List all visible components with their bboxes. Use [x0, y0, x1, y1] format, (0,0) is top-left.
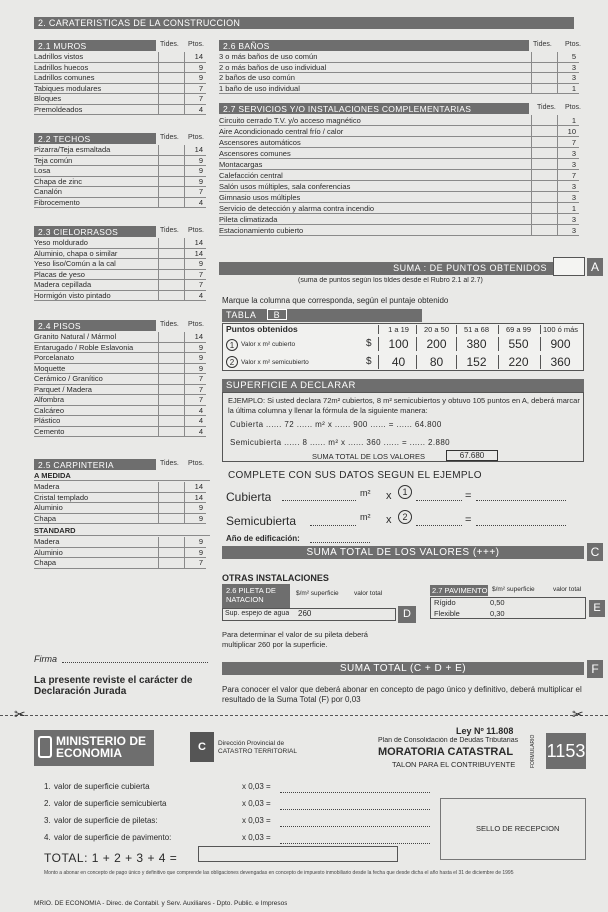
list-item-label: Alfombra — [34, 395, 158, 406]
muros-header: 2.1 MUROS — [34, 40, 156, 51]
tilde-checkbox[interactable] — [158, 291, 184, 302]
pileta-note: Para determinar el valor de su pileta deberá multiplicar 260 por la superficie. — [222, 630, 368, 649]
semicubierta-m2-input[interactable] — [310, 525, 356, 526]
semicubierta-eq: = — [465, 514, 472, 526]
list-item-label: Madera — [34, 537, 158, 548]
list-item-points: 7 — [184, 395, 206, 406]
list-item-points: 7 — [184, 84, 206, 95]
tabla-r2-value[interactable]: 220 — [498, 355, 538, 369]
tabla-r1-num: 1 — [226, 339, 238, 351]
form-number: 1153 — [546, 733, 586, 769]
list-item-label: 2 baños de uso común — [219, 73, 531, 84]
tilde-checkbox[interactable] — [158, 364, 184, 375]
pavimento-letter-e: E — [589, 600, 605, 617]
tilde-checkbox[interactable] — [531, 63, 557, 74]
list-item-points: 4 — [184, 291, 206, 302]
pisos-header: 2.4 PISOS — [34, 320, 156, 331]
tilde-checkbox[interactable] — [158, 270, 184, 281]
pileta-header: 2.6 PILETA DE NATACION — [222, 584, 290, 608]
firma-label: Firma — [34, 654, 57, 664]
tabla-label: TABLA — [226, 310, 256, 320]
tilde-checkbox[interactable] — [158, 343, 184, 354]
tilde-checkbox[interactable] — [158, 280, 184, 291]
talon-label: TALON PARA EL CONTRIBUYENTE — [392, 760, 516, 769]
ejemplo-text: EJEMPLO: Si usted declara 72m² cubiertos, 8 m² semicubiertos y obtuvo 105 puntos en A, deberá marcar la última columna y llenar la fórmula de la siguiente manera: — [228, 396, 580, 415]
tabla-col-header: 100 ó más — [540, 325, 580, 334]
ejemplo-total: 67.680 — [446, 450, 498, 461]
tabla-r2-label: Valor x m² semicubierto — [241, 359, 309, 366]
list-item-points: 5 — [557, 52, 579, 63]
sello-box — [440, 798, 586, 860]
list-item-points: 9 — [184, 514, 206, 525]
tilde-checkbox[interactable] — [158, 259, 184, 270]
tilde-checkbox[interactable] — [158, 548, 184, 559]
cubierta-circle: 1 — [398, 485, 412, 499]
tilde-checkbox[interactable] — [158, 353, 184, 364]
pisos-tides-label: Tides. — [160, 321, 179, 328]
talon-line-label: valor de superficie de pavimento: — [54, 833, 172, 842]
list-item-points: 3 — [557, 225, 579, 236]
list-item-points: 14 — [184, 493, 206, 504]
list-item-label: Chapa — [34, 558, 158, 569]
pavimento-flexible: Flexible — [434, 609, 460, 618]
tabla-r1-dollar: $ — [366, 338, 372, 349]
list-item-points: 7 — [184, 558, 206, 569]
pavimento-rigido-value: 0,50 — [490, 598, 505, 607]
list-item-label: 3 o más baños de uso común — [219, 52, 531, 63]
servicios-header: 2.7 SERVICIOS Y/O INSTALACIONES COMPLEMENTARIAS — [219, 103, 529, 114]
ministerio-logo: MINISTERIO DE ECONOMIA — [34, 730, 154, 766]
suma-puntos-note: (suma de puntos según los tildes desde el Rubro 2.1 al 2.7) — [298, 277, 483, 284]
suma-total-bar: SUMA TOTAL (C + D + E) — [222, 662, 584, 675]
list-item-points: 3 — [557, 159, 579, 170]
list-item-points: 7 — [184, 280, 206, 291]
ley-label: Ley Nº 11.808 — [456, 726, 514, 736]
firma-input[interactable] — [62, 662, 208, 663]
suma-puntos-letter: A — [587, 258, 603, 276]
pavimento-col-vt: valor total — [553, 586, 582, 593]
tilde-checkbox[interactable] — [158, 332, 184, 343]
tilde-checkbox[interactable] — [531, 148, 557, 159]
list-item-points: 9 — [184, 177, 206, 188]
talon-line-factor: x 0,03 = — [242, 833, 271, 842]
tilde-checkbox[interactable] — [158, 94, 184, 105]
cubierta-resultado-input[interactable] — [476, 500, 566, 501]
list-item-label: Entarugado / Roble Eslavonia — [34, 343, 158, 354]
techos-ptos-label: Ptos. — [188, 134, 204, 141]
list-item-label: Ascensores automáticos — [219, 137, 531, 148]
tilde-checkbox[interactable] — [531, 115, 557, 126]
list-item-points: 7 — [184, 385, 206, 396]
pisos-ptos-label: Ptos. — [188, 321, 204, 328]
semicubierta-x: x — [386, 514, 392, 526]
list-item-label: Madera — [34, 482, 158, 493]
dpct-icon: C — [190, 732, 214, 762]
list-item-points: 4 — [184, 406, 206, 417]
tilde-checkbox[interactable] — [158, 482, 184, 493]
tilde-checkbox[interactable] — [158, 105, 184, 116]
list-item-label: Fibrocemento — [34, 198, 158, 209]
list-item-points: 9 — [184, 364, 206, 375]
list-item-label: Circuito cerrado T.V. y/o acceso magnético — [219, 115, 531, 126]
tabla-r2-value[interactable]: 80 — [416, 355, 456, 369]
pavimento-rigido: Rígido — [434, 598, 456, 607]
anio-label: Año de edificación: — [226, 534, 300, 543]
list-item-points: 1 — [557, 203, 579, 214]
list-item-points: 4 — [184, 105, 206, 116]
tilde-checkbox[interactable] — [158, 503, 184, 514]
tilde-checkbox[interactable] — [158, 558, 184, 569]
scissors-icon-right: ✂ — [572, 706, 584, 722]
tabla-r1-value[interactable]: 900 — [540, 337, 580, 351]
list-item-label: Estacionamiento cubierto — [219, 225, 531, 236]
tilde-checkbox[interactable] — [158, 63, 184, 74]
dpct-label: Dirección Provincial de CATASTRO TERRITORIAL — [218, 740, 297, 755]
superficie-header: SUPERFICIE A DECLARAR — [222, 379, 584, 392]
list-item-points: 14 — [184, 145, 206, 156]
list-item-label: Aluminio, chapa o similar — [34, 249, 158, 260]
list-item-points: 7 — [184, 187, 206, 198]
list-item-points: 7 — [184, 270, 206, 281]
semicubierta-circle: 2 — [398, 510, 412, 524]
total-input[interactable] — [198, 846, 398, 862]
list-item-label: 1 baño de uso individual — [219, 84, 531, 95]
list-item-points: 9 — [184, 259, 206, 270]
tilde-checkbox[interactable] — [158, 385, 184, 396]
list-item-label: Bloques — [34, 94, 158, 105]
pileta-letter-d: D — [398, 606, 416, 623]
list-item-points: 3 — [557, 214, 579, 225]
list-item-label: Gimnasio usos múltiples — [219, 192, 531, 203]
list-item-label: Pizarra/Teja esmaltada — [34, 145, 158, 156]
tilde-checkbox[interactable] — [158, 145, 184, 156]
list-item-points: 14 — [184, 238, 206, 249]
tilde-checkbox[interactable] — [158, 427, 184, 438]
tilde-checkbox[interactable] — [158, 187, 184, 198]
list-item-label: Placas de yeso — [34, 270, 158, 281]
carpinteria-sub-medida: A MEDIDA — [34, 471, 210, 481]
tabla-r2-num: 2 — [226, 356, 238, 368]
list-item-label: Aire Acondicionado central frío / calor — [219, 126, 531, 137]
carpinteria-header: 2.5 CARPINTERIA — [34, 459, 156, 470]
list-item-label: Ladrillos comunes — [34, 73, 158, 84]
tabla-r2-value[interactable]: 152 — [456, 355, 496, 369]
plan-label: Plan de Consolidación de Deudas Tributarias — [378, 737, 519, 744]
total-line-label: TOTAL: 1 + 2 + 3 + 4 = — [44, 851, 178, 865]
pavimento-header: 2.7 PAVIMENTO — [432, 586, 488, 595]
list-item-label: Ascensores comunes — [219, 148, 531, 159]
tilde-checkbox[interactable] — [531, 159, 557, 170]
abonar-note: Para conocer el valor que deberá abonar en concepto de pago único y definitivo, deberá multiplicar el resultado de la Suma Total (F) por 0,03 — [222, 685, 582, 704]
list-item-label: Cemento — [34, 427, 158, 438]
banos-header: 2.6 BAÑOS — [219, 40, 529, 51]
pileta-sup-label: Sup. espejo de agua — [225, 610, 290, 617]
section-title: 2. CARATERISTICAS DE LA CONSTRUCCION — [34, 17, 574, 29]
list-item-points: 9 — [184, 503, 206, 514]
tabla-col0: Puntos obtenidos — [226, 324, 298, 334]
list-item-points: 9 — [184, 73, 206, 84]
tilde-checkbox[interactable] — [158, 416, 184, 427]
talon-line-number: 4. — [44, 833, 51, 842]
tilde-checkbox[interactable] — [158, 238, 184, 249]
muros-ptos-label: Ptos. — [188, 41, 204, 48]
list-item-points: 9 — [184, 343, 206, 354]
list-item-points: 7 — [184, 94, 206, 105]
cubierta-m2-input[interactable] — [282, 500, 356, 501]
tilde-checkbox[interactable] — [158, 156, 184, 167]
servicios-tides-label: Tides. — [537, 104, 556, 111]
banos-ptos-label: Ptos. — [565, 41, 581, 48]
talon-line-label: valor de superficie de piletas: — [54, 816, 158, 825]
banos-tides-label: Tides. — [533, 41, 552, 48]
list-item-label: Hormigón visto pintado — [34, 291, 158, 302]
pavimento-col-sm: $/m² superficie — [492, 586, 535, 593]
talon-line-input[interactable] — [280, 843, 430, 844]
list-item-label: 2 o más baños de uso individual — [219, 63, 531, 74]
pavimento-flexible-value: 0,30 — [490, 609, 505, 618]
cubierta-x: x — [386, 490, 392, 502]
talon-line-label: valor de superficie semicubierta — [54, 799, 167, 808]
tilde-checkbox[interactable] — [531, 52, 557, 63]
talon-line-input[interactable] — [280, 826, 430, 827]
footer: MRIO. DE ECONOMIA - Direc. de Contabil. y Serv. Auxiliares - Dpto. Public. e Impresos — [34, 900, 288, 907]
techos-tides-label: Tides. — [160, 134, 179, 141]
list-item-label: Cristal templado — [34, 493, 158, 504]
tilde-checkbox[interactable] — [158, 406, 184, 417]
cielorrasos-tides-label: Tides. — [160, 227, 179, 234]
cubierta-m2-unit: m² — [360, 488, 371, 498]
tabla-r1-value[interactable]: 100 — [378, 337, 418, 351]
otras-title: OTRAS INSTALACIONES — [222, 573, 329, 583]
declaracion-jurada: La presente reviste el carácter de Declaración Jurada — [34, 675, 193, 697]
suma-valores-letter: C — [587, 543, 603, 561]
cut-line — [0, 715, 608, 716]
moratoria-label: MORATORIA CATASTRAL — [378, 746, 514, 758]
tabla-col-header: 69 a 99 — [498, 325, 538, 334]
list-item-points: 1 — [557, 115, 579, 126]
sello-label: SELLO DE RECEPCION — [476, 824, 560, 833]
pileta-col-sm: $/m² superficie — [296, 590, 339, 597]
ejemplo-cubierta: Cubierta ...... 72 ...... m² x ...... 900 ...... = ...... 64.800 — [230, 420, 442, 429]
list-item-label: Yeso moldurado — [34, 238, 158, 249]
list-item-label: Cerámico / Granítico — [34, 374, 158, 385]
list-item-points: 4 — [184, 416, 206, 427]
list-item-points: 9 — [184, 166, 206, 177]
list-item-points: 14 — [184, 482, 206, 493]
tilde-checkbox[interactable] — [158, 493, 184, 504]
tilde-checkbox[interactable] — [158, 73, 184, 84]
talon-line-label: valor de superficie cubierta — [54, 782, 150, 791]
talon-line-input[interactable] — [280, 809, 430, 810]
tabla-bar — [222, 309, 422, 322]
shield-icon — [38, 736, 52, 758]
list-item-points: 3 — [557, 148, 579, 159]
tilde-checkbox[interactable] — [158, 166, 184, 177]
list-item-label: Ladrillos huecos — [34, 63, 158, 74]
list-item-points: 4 — [184, 198, 206, 209]
tabla-col-header: 51 a 68 — [456, 325, 496, 334]
tabla-r1-value[interactable]: 550 — [498, 337, 538, 351]
tabla-r2-dollar: $ — [366, 356, 372, 367]
tilde-checkbox[interactable] — [158, 537, 184, 548]
cubierta-eq: = — [465, 490, 472, 502]
tabla-r1-label: Valor x m² cubierto — [241, 341, 296, 348]
list-item-label: Aluminio — [34, 548, 158, 559]
list-item-label: Losa — [34, 166, 158, 177]
list-item-label: Ladrillos vistos — [34, 52, 158, 63]
tilde-checkbox[interactable] — [158, 177, 184, 188]
list-item-label: Yeso liso/Común a la cal — [34, 259, 158, 270]
list-item-label: Aluminio — [34, 503, 158, 514]
tabla-col-header: 1 a 19 — [378, 325, 418, 334]
suma-valores-bar: SUMA TOTAL DE LOS VALORES (+++) — [222, 546, 584, 559]
list-item-label: Calcáreo — [34, 406, 158, 417]
list-item-points: 7 — [557, 170, 579, 181]
tilde-checkbox[interactable] — [531, 73, 557, 84]
talon-line-number: 3. — [44, 816, 51, 825]
list-item-label: Moquette — [34, 364, 158, 375]
list-item-points: 9 — [184, 156, 206, 167]
suma-total-letter: F — [587, 660, 603, 678]
cielorrasos-header: 2.3 CIELORRASOS — [34, 226, 156, 237]
list-item-label: Chapa — [34, 514, 158, 525]
list-item-points: 4 — [184, 427, 206, 438]
servicios-ptos-label: Ptos. — [565, 104, 581, 111]
list-item-points: 3 — [557, 73, 579, 84]
list-item-label: Pileta climatizada — [219, 214, 531, 225]
tilde-checkbox[interactable] — [531, 137, 557, 148]
carpinteria-tides-label: Tides. — [160, 460, 179, 467]
list-item-label: Chapa de zinc — [34, 177, 158, 188]
list-item-label: Calefacción central — [219, 170, 531, 181]
list-item-label: Porcelanato — [34, 353, 158, 364]
ejemplo-semicubierta: Semicubierta ...... 8 ...... m² x ...... 360 ...... = ...... 2.880 — [230, 438, 451, 447]
tilde-checkbox[interactable] — [158, 395, 184, 406]
list-item-points: 14 — [184, 52, 206, 63]
tabla-r2-value[interactable]: 40 — [378, 355, 418, 369]
tilde-checkbox[interactable] — [158, 249, 184, 260]
tabla-col-header: 20 a 50 — [416, 325, 456, 334]
list-item-label: Canalón — [34, 187, 158, 198]
list-item-points: 10 — [557, 126, 579, 137]
list-item-label: Servicio de detección y alarma contra incendio — [219, 203, 531, 214]
list-item-points: 14 — [184, 332, 206, 343]
talon-line-factor: x 0,03 = — [242, 816, 271, 825]
suma-puntos-input[interactable] — [553, 257, 585, 276]
list-item-points: 9 — [184, 63, 206, 74]
list-item-points: 9 — [184, 537, 206, 548]
pileta-sup-value: 260 — [298, 609, 312, 618]
list-item-points: 1 — [557, 84, 579, 95]
semicubierta-m2-unit: m² — [360, 512, 371, 522]
tabla-r1-value[interactable]: 380 — [456, 337, 496, 351]
list-item-label: Tabiques modulares — [34, 84, 158, 95]
semicubierta-label: Semicubierta — [226, 514, 297, 528]
tilde-checkbox[interactable] — [531, 203, 557, 214]
carpinteria-sub-standard: STANDARD — [34, 526, 210, 536]
formulario-label: FORMULARIO — [530, 734, 536, 768]
carpinteria-ptos-label: Ptos. — [188, 460, 204, 467]
semicubierta-resultado-input[interactable] — [476, 525, 566, 526]
tabla-r2-value[interactable]: 360 — [540, 355, 580, 369]
list-item-label: Teja común — [34, 156, 158, 167]
list-item-points: 3 — [557, 63, 579, 74]
list-item-label: Granito Natural / Mármol — [34, 332, 158, 343]
marque-instruction: Marque la columna que corresponda, según el puntaje obtenido — [222, 296, 449, 305]
list-item-label: Parquet / Madera — [34, 385, 158, 396]
list-item-label: Premoldeados — [34, 105, 158, 116]
list-item-label: Montacargas — [219, 159, 531, 170]
tabla-letter: B — [267, 309, 287, 320]
muros-tides-label: Tides. — [160, 41, 179, 48]
tilde-checkbox[interactable] — [531, 170, 557, 181]
scissors-icon-left: ✂ — [14, 706, 26, 722]
tilde-checkbox[interactable] — [158, 84, 184, 95]
ejemplo-total-label: SUMA TOTAL DE LOS VALORES — [312, 452, 425, 461]
talon-line-number: 1. — [44, 782, 51, 791]
tilde-checkbox[interactable] — [158, 198, 184, 209]
cielorrasos-ptos-label: Ptos. — [188, 227, 204, 234]
list-item-label: Madera cepillada — [34, 280, 158, 291]
tilde-checkbox[interactable] — [531, 225, 557, 236]
talon-line-factor: x 0,03 = — [242, 799, 271, 808]
cubierta-valor-input[interactable] — [416, 500, 462, 501]
talon-line-number: 2. — [44, 799, 51, 808]
tilde-checkbox[interactable] — [158, 52, 184, 63]
tilde-checkbox[interactable] — [158, 374, 184, 385]
list-item-points: 3 — [557, 192, 579, 203]
footnote: Monto a abonar en concepto de pago único y definitivo que comprende las obligaciones devengadas en concepto de impuesto inmobiliario desde la fecha que desde dicha el año hasta el 31 de diciembre de 1995 — [44, 870, 514, 876]
talon-line-input[interactable] — [280, 792, 430, 793]
list-item-label: Plástico — [34, 416, 158, 427]
list-item-points: 9 — [184, 353, 206, 364]
tilde-checkbox[interactable] — [531, 214, 557, 225]
tilde-checkbox[interactable] — [531, 126, 557, 137]
list-item-points: 3 — [557, 181, 579, 192]
tilde-checkbox[interactable] — [158, 514, 184, 525]
tilde-checkbox[interactable] — [531, 192, 557, 203]
semicubierta-valor-input[interactable] — [416, 525, 462, 526]
anio-input[interactable] — [310, 542, 370, 543]
list-item-points: 7 — [557, 137, 579, 148]
techos-header: 2.2 TECHOS — [34, 133, 156, 144]
pileta-col-vt: valor total — [354, 590, 383, 597]
tabla-r1-value[interactable]: 200 — [416, 337, 456, 351]
tilde-checkbox[interactable] — [531, 84, 557, 95]
list-item-label: Salón usos múltiples, sala conferencias — [219, 181, 531, 192]
list-item-points: 14 — [184, 249, 206, 260]
list-item-points: 7 — [184, 374, 206, 385]
tilde-checkbox[interactable] — [531, 181, 557, 192]
suma-puntos-bar: SUMA : DE PUNTOS OBTENIDOS — [219, 262, 553, 275]
cubierta-label: Cubierta — [226, 490, 272, 504]
complete-heading: COMPLETE CON SUS DATOS SEGUN EL EJEMPLO — [228, 470, 482, 481]
talon-line-factor: x 0,03 = — [242, 782, 271, 791]
list-item-points: 9 — [184, 548, 206, 559]
